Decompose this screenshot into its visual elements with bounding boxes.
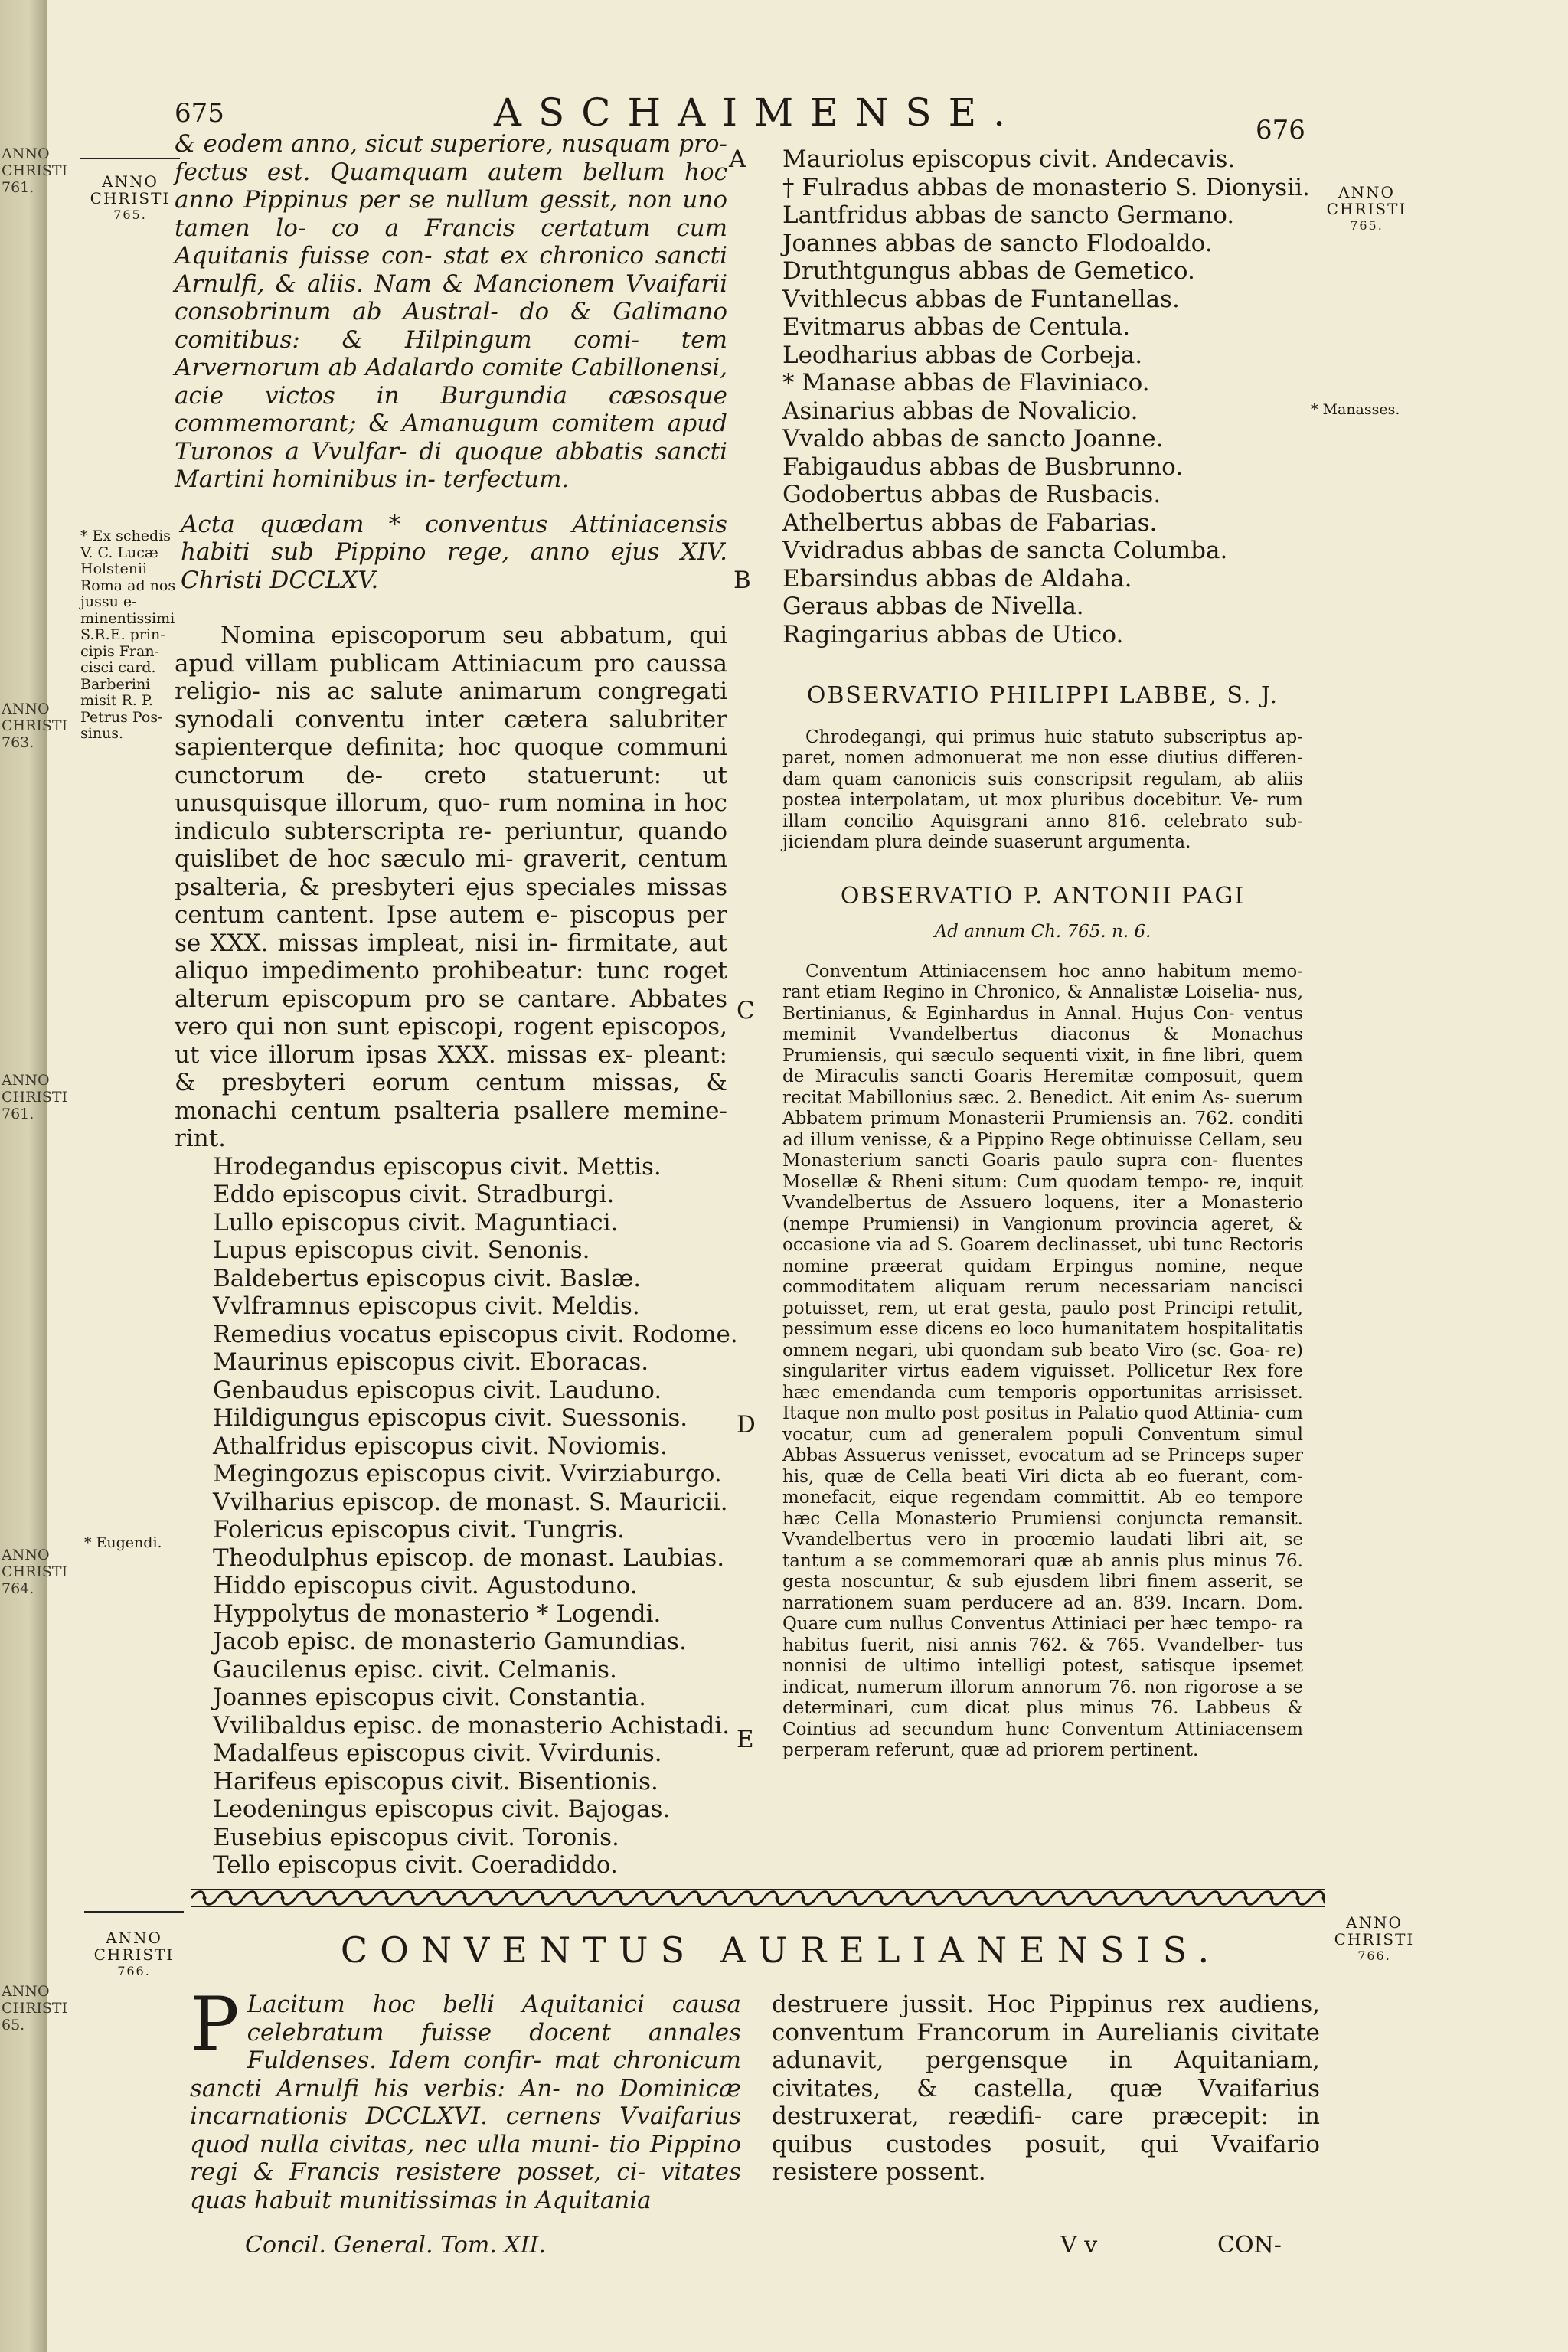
list-item: Fabigaudus abbas de Busbrunno. xyxy=(782,452,1184,481)
section-letter-e: E xyxy=(737,1726,754,1753)
list-item: Eusebius episcopus civit. Toronis. xyxy=(213,1823,619,1851)
list-item: Vvithlecus abbas de Funtanellas. xyxy=(782,285,1180,313)
strip-text-4: ANNO CHRISTI 764. xyxy=(2,1547,68,1597)
margin-anno-2 xyxy=(84,1929,184,1980)
list-item: Leodeningus episcopus civit. Bajogas. xyxy=(213,1795,671,1823)
margin-anno-3 xyxy=(1317,1914,1432,1965)
section2-left-text: Lacitum hoc belli Aquitanici causa celebratum fuisse docent annales Fuldenses. Idem confir- mat chronicum sancti Arnulfi his verbis: An- no Dominicæ incarnationis DCCLXVI. cernens Vvaifarius quod nulla civitas, nec ulla muni- tio Pippino regi & Francis resistere posset, ci- vitates quas habuit munitissimas in Aquitania xyxy=(190,1991,741,2214)
list-item: Gaucilenus episc. civit. Celmanis. xyxy=(213,1655,617,1684)
margin-christi-word: CHRISTI xyxy=(93,1945,175,1964)
section-letter-c: C xyxy=(737,997,755,1024)
margin-christi-word: CHRISTI xyxy=(90,189,171,207)
nomina-paragraph: Nomina episcoporum seu abbatum, qui apud villam publicam Attiniacum pro caussa religio- nis ac salute animarum congregati synodali conventu inter cætera salubriter sapienterque definita; hoc quoque communi cunctorum de- creto statuerunt: ut unusquisque illorum, quo- rum nomina in hoc indiculo subterscripta re- periuntur, quando quislibet de hoc sæculo mi- graverit, centum psalteria, & presbyteri ejus speciales missas centum cantent. Ipse autem e- piscopus per se XXX. missas impleat, nisi in- firmitate, aut aliquo impedimento prohibeatur: tunc roget alterum episcopum pro se cantare. Abbates vero qui non sunt episcopi, rogent episcopos, ut vice illorum ipsas XXX. missas ex- pleant: & presbyteri eorum centum missas, & monachi centum psalteria psallere memine- rint. xyxy=(175,622,727,1152)
list-item: Joannes episcopus civit. Constantia. xyxy=(213,1684,646,1711)
list-item: Lullo episcopus civit. Maguntiaci. xyxy=(213,1208,619,1236)
list-item: Ragingarius abbas de Utico. xyxy=(782,620,1124,648)
list-item: Asinarius abbas de Novalicio. xyxy=(782,397,1138,425)
list-item: Vvilharius episcop. de monast. S. Mauricii. xyxy=(213,1488,728,1516)
list-item: Godobertus abbas de Rusbacis. xyxy=(782,481,1161,508)
list-item: Megingozus episcopus civit. Vvirziaburgo. xyxy=(213,1460,722,1488)
list-item: Tello episcopus civit. Coeradiddo. xyxy=(213,1851,618,1879)
margin-year: 766. xyxy=(117,1964,151,1978)
list-item: Ebarsindus abbas de Aldaha. xyxy=(782,564,1132,593)
observatio-labbe-text: Chrodegangi, qui primus huic statuto subscriptus ap- paret, nomen admonuerat me non esse diutius differen- dam quam canonicis suis conscripsit regulam, ab aliis postea interpolatam, ut mox pluribus docebitur. Ve- rum illam concilio Aquisgrani anno 816. celebrato sub- jiciendam plura deinde suaserunt argumenta. xyxy=(782,727,1303,852)
observatio-pagi-subheading: Ad annum Ch. 765. n. 6. xyxy=(934,922,1152,942)
margin-year: 765. xyxy=(1350,218,1383,233)
list-item: Madalfeus episcopus civit. Vvirdunis. xyxy=(213,1740,662,1767)
list-item: Vvilibaldus episc. de monasterio Achistadi. xyxy=(213,1711,730,1740)
list-item: Hildigungus episcopus civit. Suessonis. xyxy=(213,1404,688,1432)
list-item: * Manase abbas de Flaviniaco. xyxy=(782,369,1150,397)
footer-catchword: CON- xyxy=(1217,2232,1282,2259)
margin-anno-1 xyxy=(80,173,180,224)
list-item: Baldebertus episcopus civit. Baslæ. xyxy=(213,1264,642,1292)
list-item: Remedius vocatus episcopus civit. Rodome. xyxy=(213,1320,738,1348)
intro-paragraph: & eodem anno, sicut superiore, nusquam pro- fectus est. Quamquam autem bellum hoc anno Pippinus per se nullum gessit, non uno tamen lo- co a Francis certatum cum Aquitanis fuisse con- stat ex chronico sancti Arnulfi, & aliis. Nam & Mancionem Vvaifarii consobrinum ab Austral- do & Galimano comitibus: & Hilpingum comi- tem Arvernorum ab Adalardo comite Cabillonensi, acie victos in Burgundia cæsosque commemorant; & Amanugum comitem apud Turonos a Vvulfar- di quoque abbatis sancti Martini hominibus in- terfectum. xyxy=(175,130,727,493)
margin-anno-word: ANNO xyxy=(1338,183,1395,201)
list-item: Theodulphus episcop. de monast. Laubias. xyxy=(213,1544,725,1572)
section-letter-b: B xyxy=(733,567,751,594)
list-item: Vvaldo abbas de sancto Joanne. xyxy=(782,425,1164,452)
margin-year: 765. xyxy=(113,207,147,222)
list-item: Leodharius abbas de Corbeja. xyxy=(782,341,1143,369)
margin-christi-word: CHRISTI xyxy=(1326,200,1407,218)
strip-text-1: ANNO CHRISTI 761. xyxy=(2,145,68,196)
margin-anno-right xyxy=(1309,184,1424,234)
list-item: Eddo episcopus civit. Stradburgi. xyxy=(213,1181,615,1208)
page-number-right: 676 xyxy=(1256,115,1305,145)
bishops-list xyxy=(175,1152,738,1880)
margin-year: 766. xyxy=(1357,1949,1391,1963)
list-item: Druthtgungus abbas de Gemetico. xyxy=(782,257,1195,285)
acta-heading: Acta quædam * conventus Attiniacensis habiti sub Pippino rege, anno ejus XIV. Christi DCCLXV. xyxy=(181,510,727,594)
margin-note-eugendi: * Eugendi. xyxy=(84,1534,162,1551)
footer-volume: Concil. General. Tom. XII. xyxy=(245,2232,546,2259)
section2-left-column xyxy=(190,1981,741,2214)
right-column xyxy=(782,145,1310,1762)
list-item: Evitmarus abbas de Centula. xyxy=(782,313,1131,341)
margin-rule-1 xyxy=(80,158,180,159)
list-item: Folericus episcopus civit. Tungris. xyxy=(213,1516,625,1544)
margin-anno-word: ANNO xyxy=(102,172,158,191)
margin-anno-word: ANNO xyxy=(106,1929,162,1947)
section2-right-text: destruere jussit. Hoc Pippinus rex audiens, conventum Francorum in Aurelianis civitate adunavit, pergensque in Aquitaniam, civitates, & castella, quæ Vvaifarius destruxerat, reædifi- care præcepit: in quibus custodes posuit, qui Vvaifario resistere possent. xyxy=(772,1991,1320,2186)
list-item: Lantfridus abbas de sancto Germano. xyxy=(782,201,1235,229)
list-item: Hrodegandus episcopus civit. Mettis. xyxy=(213,1152,662,1181)
list-item: Hiddo episcopus civit. Agustoduno. xyxy=(213,1572,638,1599)
list-item: Jacob episc. de monasterio Gamundias. xyxy=(213,1628,687,1655)
observatio-pagi-text: Conventum Attiniacensem hoc anno habitum memo- rant etiam Regino in Chronico, & Annalistæ Loiselia- nus, Bertinianus, & Eginhardus in Annal. Hujus Con- ventus meminit Vvandelbertus diaconus & Monachus Prumiensis, qui sæculo sequenti vixit, in fine libri, quem de Miraculis sancti Goaris Heremitæ composuit, quem recitat Mabillonius sæc. 2. Benedict. Ait enim As- suerum Abbatem primum Monasterii Prumiensis an. 762. conditi ad illum venisse, & a Pippino Rege obtinuisse Cellam, seu Monasterium sancti Goaris paulo supra con- fluentes Mosellæ & Rheni situm: Cum quodam tempo- re, inquit Vvandelbertus de Assuero loquens, iter a Monasterio (nempe Prumiensi) in Vangionum provincia ageret, & occasione via ad S. Goarem declinasset, ubi tunc Rectoris nomine præerat quidam Erpingus nomine, neque commoditatem aliquam rerum necessariam nancisci potuisset, rem, ut erat gesta, paulo post Principi retulit, pessimum esse dicens eo loco humanitatem hospitalitatis omnem negari, ubi quondam sub beato Viro (sc. Goa- re) singulariter virtus eadem viguisset. Pollicetur Rex fore hæc emendanda cum temporis opportunitas arrisisset. Itaque non multo post positus in Palatio quod Attinia- cum vocatur, cum ad generalem populi Conventum simul Abbas Assuerus venisset, evocatum ad se Princeps super his, quæ de Cella beati Viri dicta ab eo fuerant, com- monefacit, eique regendam committit. Ab eo tempore hæc Cella Monasterio Prumiensi conjuncta remansit. Vvandelbertus vero in proœmio laudati libri ait, se tantum a se commemorari quæ ab annis plus minus 76. gesta noscuntur, & sub ejusdem libri finem asserit, se narrationem suam perducere ad an. 839. Incarn. Dom. Quare cum nullus Conventus Attiniaci per hæc tempo- ra habitus fuerit, nisi annis 762. & 765. Vvandelber- tus nonnisi de ultimo intelligi potest, satisque ipsemet indicat, numerum illorum annorum 76. non rigorose a se determinari, cum dicat plus minus 76. Labbeus & Cointius ad secundum hunc Conventum Attiniacensem perperam referunt, quæ ad priorem pertinent. xyxy=(782,961,1303,1760)
observatio-labbe-heading: OBSERVATIO PHILIPPI LABBE, S. J. xyxy=(806,682,1279,709)
margin-christi-word: CHRISTI xyxy=(1334,1930,1415,1949)
abbots-list xyxy=(782,145,1310,648)
list-item: Maurinus episcopus civit. Eboracas. xyxy=(213,1348,649,1376)
footer-signature: V v xyxy=(1060,2232,1098,2259)
strip-text-5: ANNO CHRISTI 65. xyxy=(2,1983,68,2034)
list-item: Mauriolus episcopus civit. Andecavis. xyxy=(782,145,1236,173)
list-item: † Fulradus abbas de monasterio S. Dionysii. xyxy=(782,173,1310,201)
list-item: Lupus episcopus civit. Senonis. xyxy=(213,1236,590,1264)
strip-text-3: ANNO CHRISTI 761. xyxy=(2,1072,68,1122)
observatio-pagi-heading: OBSERVATIO P. ANTONII PAGI xyxy=(840,882,1246,910)
list-item: Hyppolytus de monasterio * Logendi. xyxy=(213,1599,662,1628)
margin-note-manasses: * Manasses. xyxy=(1311,401,1400,418)
list-item: Harifeus episcopus civit. Bisentionis. xyxy=(213,1767,658,1795)
list-item: Athelbertus abbas de Fabarias. xyxy=(782,508,1158,537)
section-title-aurelianensis: CONVENTUS AURELIANENSIS. xyxy=(340,1929,1222,1971)
list-item: Geraus abbas de Nivella. xyxy=(782,593,1084,620)
section2-right-column xyxy=(772,1991,1320,2187)
running-title: ASCHAIMENSE. xyxy=(493,90,1023,135)
margin-anno-word: ANNO xyxy=(1346,1913,1403,1932)
list-item: Vvidradus abbas de sancta Columba. xyxy=(782,537,1228,564)
page-number-left: 675 xyxy=(175,98,224,129)
section-letter-a: A xyxy=(729,145,746,173)
section-letter-d: D xyxy=(737,1411,756,1439)
list-item: Joannes abbas de sancto Flodoaldo. xyxy=(782,229,1213,257)
margin-rule-2 xyxy=(84,1911,184,1913)
list-item: Genbaudus episcopus civit. Lauduno. xyxy=(213,1376,662,1404)
list-item: Vvlframnus episcopus civit. Meldis. xyxy=(213,1292,640,1320)
left-column xyxy=(175,130,738,1880)
drop-cap: P xyxy=(190,1981,240,2067)
strip-text-2: ANNO CHRISTI 763. xyxy=(2,701,68,751)
margin-note-schedis: * Ex schedis V. C. Lucæ Holstenii Roma ad nos jussu e- minentissimi S.R.E. prin- cipis Fran- cisci card. Barberini misit R. P. Petrus Pos- sinus. xyxy=(80,528,176,742)
list-item: Athalfridus episcopus civit. Noviomis. xyxy=(213,1432,668,1460)
ornamental-rule xyxy=(191,1888,1325,1908)
